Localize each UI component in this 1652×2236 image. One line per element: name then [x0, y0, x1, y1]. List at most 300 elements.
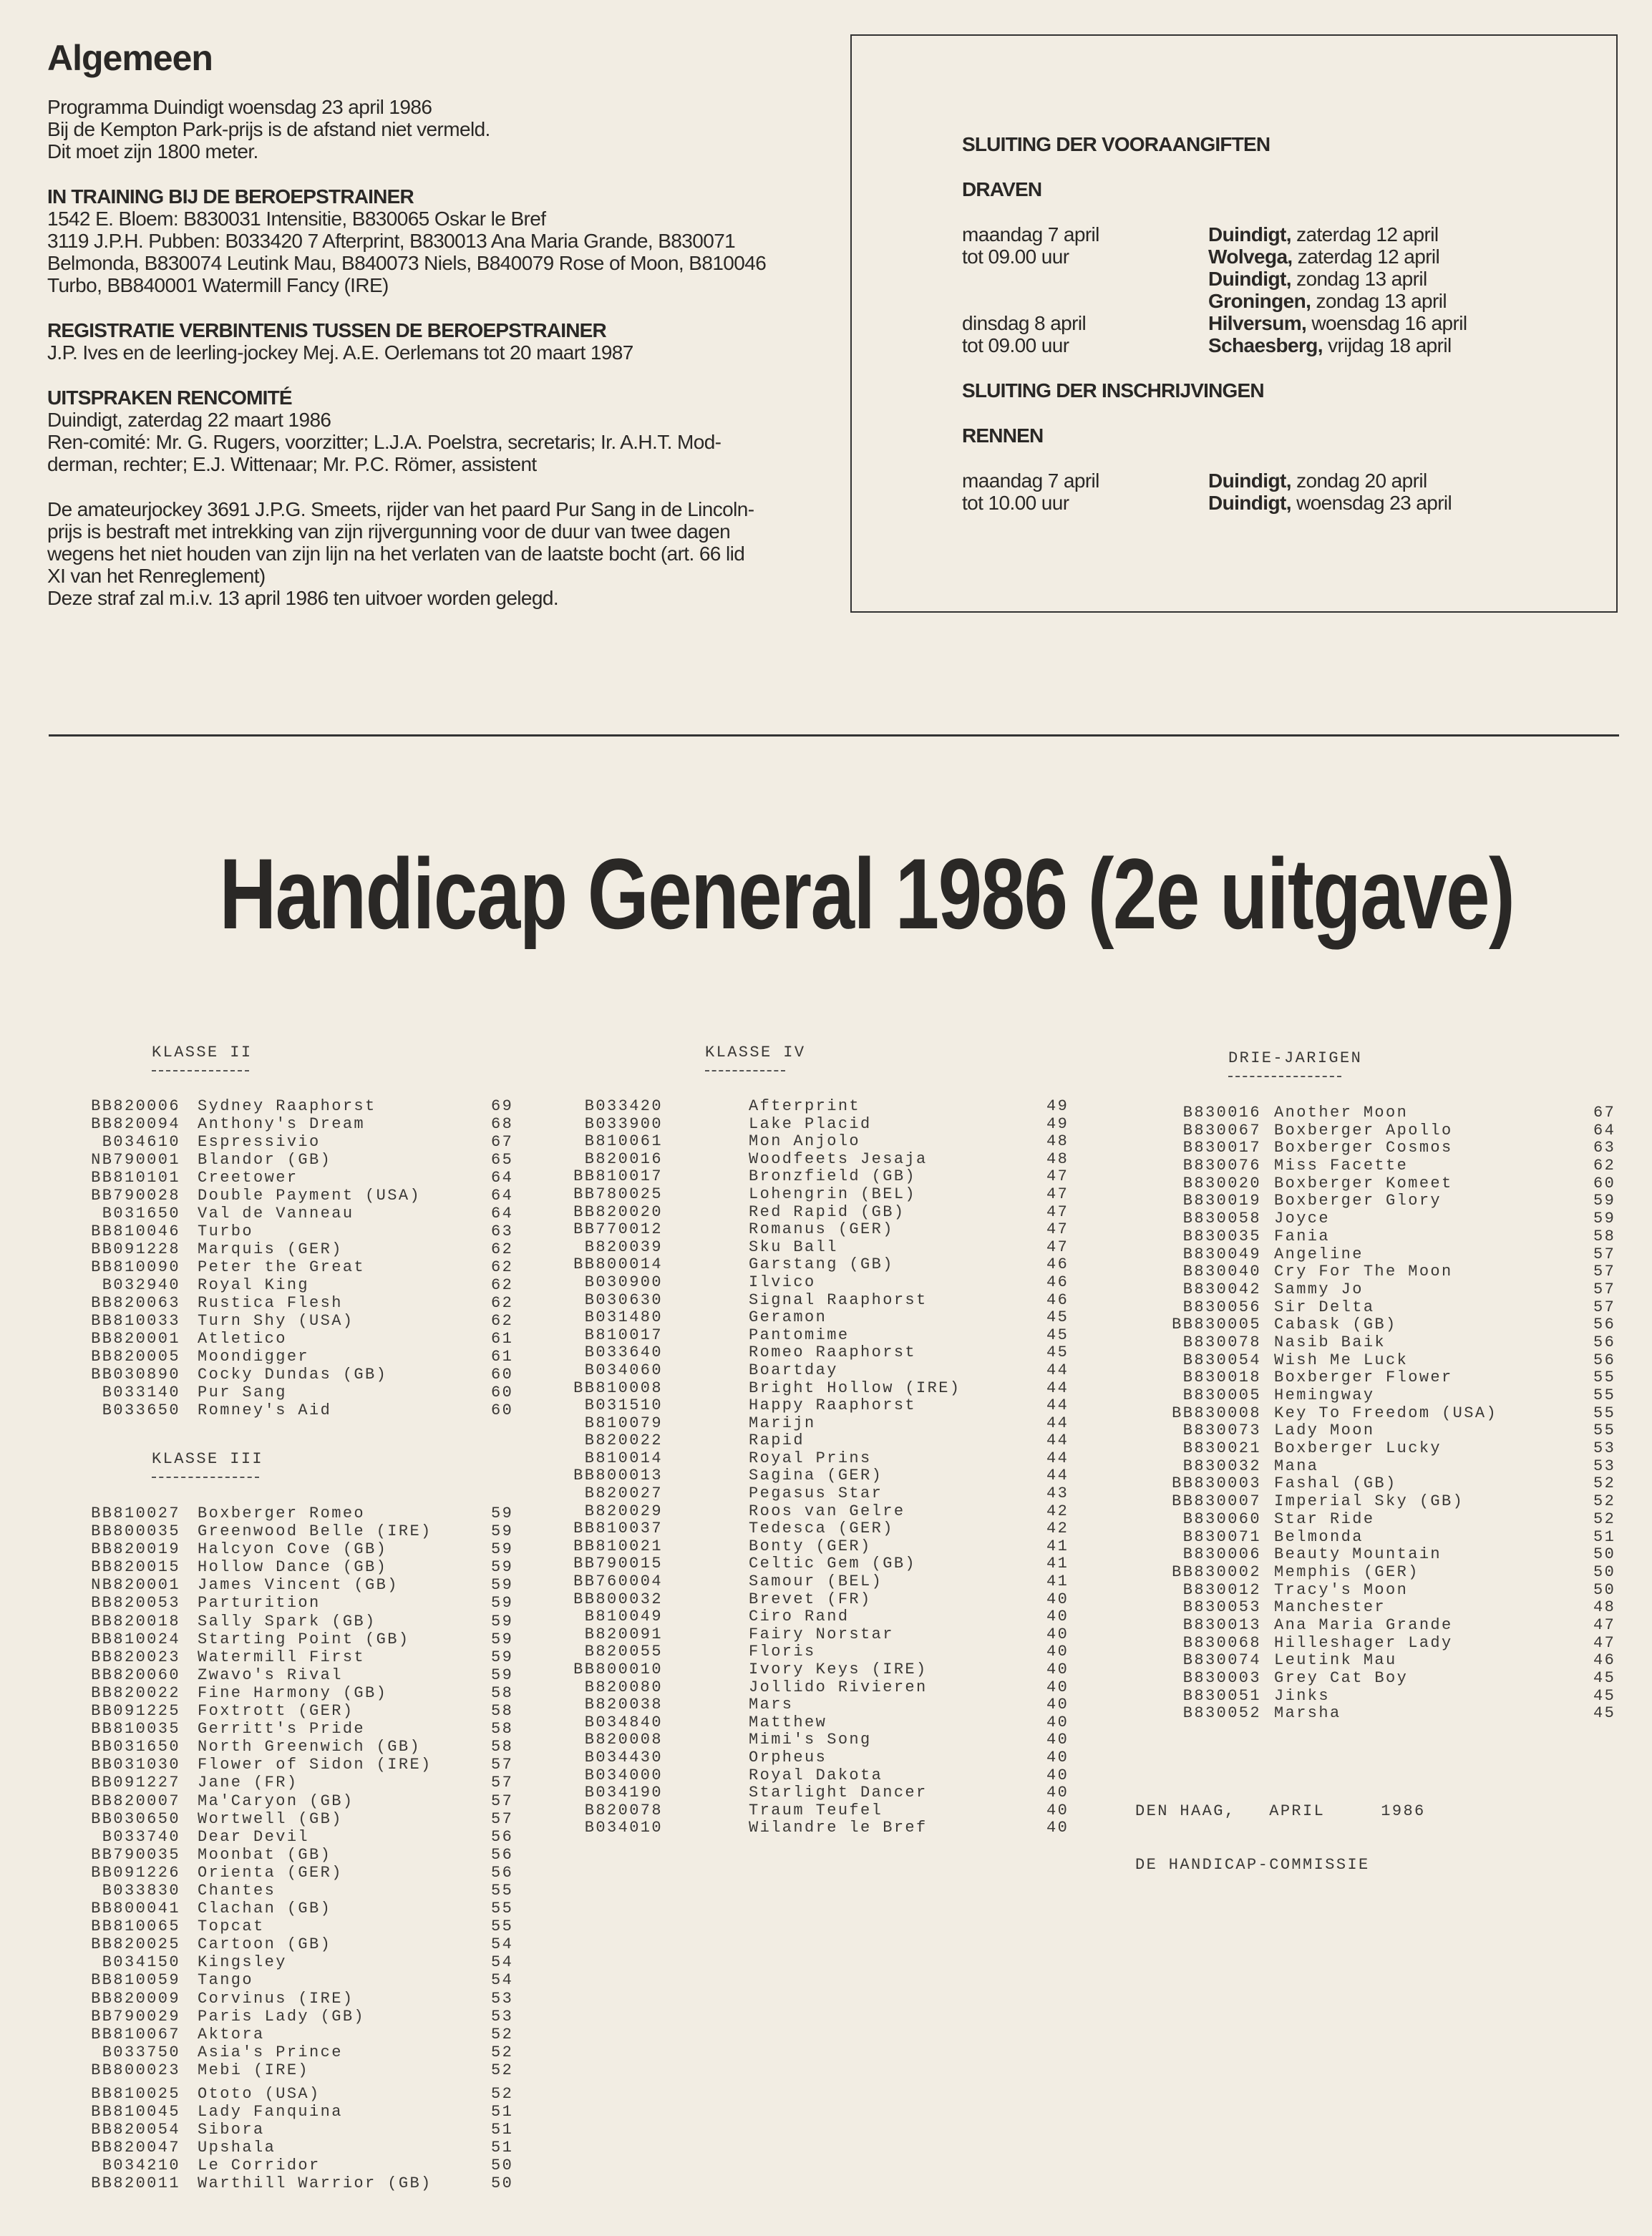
- horse-code: B033640: [584, 1343, 663, 1362]
- meeting-venue: Schaesberg,: [1208, 334, 1323, 356]
- horse-code: B810061: [584, 1132, 663, 1151]
- horse-code: BB810024: [91, 1630, 180, 1648]
- handicap-weight: 62: [1593, 1157, 1616, 1175]
- horse-name: North Greenwich (GB): [198, 1738, 422, 1756]
- table-row: [0, 1316, 1652, 1333]
- table-row: [0, 2157, 1652, 2174]
- table-row: [0, 1616, 1652, 1634]
- horse-code: BB830005: [1172, 1316, 1261, 1334]
- handicap-weight: 58: [491, 1720, 514, 1739]
- handicap-weight: 59: [491, 1594, 514, 1613]
- page-title: Handicap General 1986 (2e uitgave): [219, 837, 1515, 950]
- handicap-weight: 52: [491, 2043, 514, 2061]
- klasse-iv-title: KLASSE IV: [705, 1044, 806, 1061]
- horse-name: Aktora: [198, 2025, 265, 2043]
- horse-name: Romney's Aid: [198, 1401, 332, 1419]
- horse-name: Lady Moon: [1274, 1421, 1375, 1440]
- schedule-row: [962, 268, 1467, 290]
- horse-code: B820091: [584, 1625, 663, 1643]
- horse-name: Espressivio: [198, 1133, 321, 1151]
- handicap-weight: 59: [491, 1648, 514, 1666]
- klasse-ii-heading: [152, 1044, 252, 1071]
- horse-name: Cartoon (GB): [198, 1935, 332, 1954]
- horse-name: Celtic Gem (GB): [749, 1555, 917, 1573]
- horse-name: Orpheus: [749, 1748, 827, 1766]
- table-row: [0, 1333, 1652, 1351]
- horse-name: Royal King: [198, 1276, 310, 1294]
- horse-name: Marijn: [749, 1414, 816, 1432]
- table-row: [0, 1122, 1652, 1139]
- table-row: [0, 2174, 1652, 2192]
- horse-code: B033650: [102, 1401, 180, 1419]
- handicap-weight: 56: [1593, 1333, 1616, 1351]
- horse-name: Gerritt's Pride: [198, 1720, 366, 1739]
- table-row: [0, 1439, 1652, 1457]
- handicap-weight: 56: [491, 1845, 514, 1864]
- horse-name: Woodfeets Jesaja: [749, 1149, 928, 1168]
- horse-code: BB091227: [91, 1774, 180, 1792]
- table-row: [0, 1749, 1652, 1766]
- horse-code: B830056: [1182, 1298, 1261, 1316]
- horse-name: Asia's Prince: [198, 2043, 343, 2061]
- horse-name: Traum Teufel: [749, 1801, 883, 1819]
- horse-name: Dear Devil: [198, 1827, 310, 1846]
- handicap-weight: 44: [1046, 1396, 1069, 1415]
- meeting-venue: Duindigt,: [1208, 492, 1291, 514]
- horse-code: B820078: [584, 1801, 663, 1819]
- horse-code: B033740: [102, 1827, 180, 1846]
- horse-code: B830017: [1182, 1139, 1261, 1157]
- horse-code: BB091226: [91, 1863, 180, 1882]
- horse-name: Turn Shy (USA): [198, 1312, 354, 1330]
- handicap-weight: 55: [1593, 1421, 1616, 1440]
- horse-name: Nasib Baik: [1274, 1333, 1386, 1351]
- horse-name: Boxberger Komeet: [1274, 1174, 1453, 1192]
- horse-code: BB091225: [91, 1702, 180, 1721]
- horse-name: Atletico: [198, 1330, 287, 1348]
- handicap-weight: 44: [1046, 1467, 1069, 1485]
- horse-code: B033420: [584, 1097, 663, 1115]
- meeting: [1208, 223, 1438, 246]
- table-row: [0, 2026, 1652, 2043]
- handicap-weight: 52: [491, 2061, 514, 2079]
- horse-code: NB820001: [91, 1576, 180, 1595]
- horse-name: Ivory Keys (IRE): [749, 1661, 928, 1678]
- table-row: [0, 1510, 1652, 1528]
- handicap-weight: 41: [1046, 1573, 1069, 1591]
- handicap-weight: 40: [1046, 1819, 1069, 1837]
- horse-code: BB030650: [91, 1809, 180, 1828]
- horse-code: B830067: [1182, 1121, 1261, 1139]
- horse-name: Key To Freedom (USA): [1274, 1404, 1498, 1422]
- handicap-weight: 57: [491, 1756, 514, 1774]
- horse-name: Manchester: [1274, 1598, 1386, 1617]
- rennen-heading: RENNEN: [962, 424, 1044, 447]
- handicap-weight: 40: [1046, 1801, 1069, 1819]
- handicap-weight: 53: [491, 1989, 514, 2008]
- horse-name: Tedesca (GER): [749, 1520, 894, 1538]
- horse-name: Starting Point (GB): [198, 1630, 410, 1648]
- handicap-weight: 62: [491, 1240, 514, 1258]
- handicap-weight: 61: [491, 1330, 514, 1348]
- table-row: [0, 1298, 1652, 1316]
- handicap-weight: 40: [1046, 1678, 1069, 1696]
- horse-code: BB810025: [91, 2085, 180, 2103]
- table-row: [0, 1935, 1652, 1953]
- horse-code: B810017: [584, 1326, 663, 1344]
- handicap-weight: 42: [1046, 1502, 1069, 1520]
- horse-code: B830013: [1182, 1615, 1261, 1634]
- horse-name: Ilvico: [749, 1273, 816, 1291]
- handicap-weight: 62: [491, 1258, 514, 1276]
- horse-code: BB830003: [1172, 1474, 1261, 1493]
- handicap-weight: 46: [1046, 1273, 1069, 1291]
- klasse-iii-title: KLASSE III: [152, 1450, 264, 1468]
- horse-code: BB820015: [91, 1558, 180, 1577]
- table-row: [0, 1563, 1652, 1581]
- handicap-weight: 47: [1046, 1220, 1069, 1239]
- horse-name: Orienta (GER): [198, 1863, 343, 1882]
- horse-code: BB790035: [91, 1845, 180, 1864]
- handicap-weight: 59: [491, 1522, 514, 1541]
- training-line: 3119 J.P.H. Pubben: B033420 7 Afterprint, B830013 Ana Maria Grande, B830071: [47, 230, 736, 252]
- horse-name: Fania: [1274, 1227, 1331, 1245]
- horse-name: Mars: [749, 1696, 794, 1714]
- horse-code: B030900: [584, 1273, 663, 1291]
- horse-name: Paris Lady (GB): [198, 2007, 366, 2026]
- table-row: [0, 1351, 1652, 1369]
- table-row: [0, 2103, 1652, 2121]
- horse-code: B034010: [584, 1819, 663, 1837]
- horse-code: B820080: [584, 1678, 663, 1696]
- horse-name: Chantes: [198, 1881, 276, 1900]
- handicap-weight: 63: [491, 1222, 514, 1240]
- horse-name: Hemingway: [1274, 1386, 1375, 1404]
- handicap-weight: 57: [491, 1792, 514, 1810]
- handicap-weight: 63: [1593, 1139, 1616, 1157]
- horse-name: Moonbat (GB): [198, 1845, 332, 1864]
- horse-name: Mon Anjolo: [749, 1132, 861, 1151]
- horse-name: Miss Facette: [1274, 1157, 1409, 1175]
- handicap-weight: 47: [1046, 1202, 1069, 1221]
- handicap-weight: 45: [1593, 1686, 1616, 1705]
- meeting-date: vrijdag 18 april: [1322, 334, 1452, 356]
- handicap-weight: 62: [491, 1312, 514, 1330]
- table-row: [0, 1175, 1652, 1192]
- horse-name: Boxberger Cosmos: [1274, 1139, 1453, 1157]
- horse-code: B830049: [1182, 1245, 1261, 1263]
- training-line: Belmonda, B830074 Leutink Mau, B840073 Niels, B840079 Rose of Moon, B810046: [47, 252, 767, 274]
- horse-name: Bonty (GER): [749, 1537, 872, 1555]
- meeting: [1208, 268, 1427, 290]
- horse-code: BB820053: [91, 1594, 180, 1613]
- horse-code: BB790029: [91, 2007, 180, 2026]
- uitspraken-heading: UITSPRAKEN RENCOMITÉ: [47, 387, 292, 409]
- vooraangiften-heading: SLUITING DER VOORAANGIFTEN: [962, 133, 1270, 155]
- intro-line: Programma Duindigt woensdag 23 april 1986: [47, 96, 432, 118]
- horse-name: Topcat: [198, 1917, 265, 1936]
- horse-code: B030630: [584, 1290, 663, 1309]
- meeting: [1208, 290, 1447, 312]
- horse-name: Flower of Sidon (IRE): [198, 1756, 432, 1774]
- meeting: [1208, 246, 1439, 268]
- horse-code: B820008: [584, 1731, 663, 1749]
- horse-name: Afterprint: [749, 1097, 861, 1115]
- horse-name: Sydney Raaphorst: [198, 1097, 376, 1115]
- handicap-weight: 41: [1046, 1537, 1069, 1555]
- horse-code: B830058: [1182, 1210, 1261, 1228]
- horse-code: B032940: [102, 1276, 180, 1294]
- handicap-weight: 56: [491, 1863, 514, 1882]
- handicap-weight: 59: [491, 1505, 514, 1522]
- horse-name: Grey Cat Boy: [1274, 1669, 1409, 1687]
- horse-name: Clachan (GB): [198, 1900, 332, 1918]
- handicap-weight: 53: [1593, 1439, 1616, 1458]
- horse-code: BB810045: [91, 2103, 180, 2121]
- handicap-weight: 65: [491, 1151, 514, 1169]
- handicap-weight: 40: [1046, 1590, 1069, 1608]
- horse-name: Rapid: [749, 1431, 805, 1450]
- table-row: [0, 1280, 1652, 1298]
- section-divider: [49, 734, 1619, 737]
- horse-code: B033750: [102, 2043, 180, 2061]
- horse-code: B830073: [1182, 1421, 1261, 1440]
- handicap-weight: 46: [1593, 1651, 1616, 1670]
- horse-code: BB810027: [91, 1505, 180, 1522]
- table-row: [0, 1953, 1652, 1971]
- horse-name: Samour (BEL): [749, 1573, 883, 1591]
- horse-name: Jinks: [1274, 1686, 1331, 1705]
- table-row: [0, 1545, 1652, 1563]
- handicap-weight: 64: [491, 1169, 514, 1187]
- table-row: [0, 1581, 1652, 1599]
- horse-name: Blandor (GB): [198, 1151, 332, 1169]
- handicap-weight: 55: [491, 1917, 514, 1936]
- horse-name: Royal Dakota: [749, 1766, 883, 1784]
- horse-name: Joyce: [1274, 1210, 1331, 1228]
- horse-name: Ciro Rand: [749, 1608, 850, 1626]
- meeting: [1208, 492, 1452, 514]
- horse-name: Foxtrott (GER): [198, 1702, 354, 1721]
- horse-name: Romeo Raaphorst: [749, 1343, 917, 1362]
- horse-code: B820039: [584, 1238, 663, 1256]
- footer-place-date: DEN HAAG, APRIL 1986: [1135, 1802, 1426, 1820]
- horse-code: BB830007: [1172, 1492, 1261, 1511]
- closing-time: tot 09.00 uur: [962, 334, 1069, 356]
- table-row: [0, 1731, 1652, 1749]
- horse-name: Double Payment (USA): [198, 1187, 422, 1205]
- meeting-date: woensdag 16 april: [1306, 312, 1467, 334]
- handicap-weight: 58: [491, 1683, 514, 1702]
- horse-name: Sagina (GER): [749, 1467, 883, 1485]
- horse-name: Creetower: [198, 1169, 298, 1187]
- horse-code: BB820094: [91, 1115, 180, 1133]
- table-row: [0, 1990, 1652, 2008]
- horse-code: BB820007: [91, 1792, 180, 1810]
- horse-code: B034840: [584, 1713, 663, 1731]
- horse-code: BB810021: [573, 1537, 663, 1555]
- horse-name: Cry For The Moon: [1274, 1263, 1453, 1281]
- handicap-weight: 49: [1046, 1097, 1069, 1115]
- inschrijvingen-heading: SLUITING DER INSCHRIJVINGEN: [962, 379, 1264, 402]
- horse-name: Bright Hollow (IRE): [749, 1379, 961, 1397]
- horse-name: Fashal (GB): [1274, 1474, 1397, 1493]
- horse-name: Leutink Mau: [1274, 1651, 1397, 1670]
- horse-code: BB810037: [573, 1520, 663, 1538]
- horse-code: B830035: [1182, 1227, 1261, 1245]
- table-row: [0, 1369, 1652, 1386]
- handicap-weight: 50: [1593, 1562, 1616, 1581]
- handicap-weight: 42: [1046, 1520, 1069, 1538]
- handicap-weight: 62: [491, 1276, 514, 1294]
- horse-code: BB031650: [91, 1738, 180, 1756]
- table-row: [0, 1404, 1652, 1422]
- horse-code: B820055: [584, 1643, 663, 1661]
- horse-code: B830068: [1182, 1633, 1261, 1652]
- horse-code: BB820023: [91, 1648, 180, 1666]
- horse-code: B810049: [584, 1608, 663, 1626]
- horse-name: Upshala: [198, 2139, 276, 2157]
- meeting-venue: Duindigt,: [1208, 268, 1291, 290]
- handicap-weight: 52: [1593, 1474, 1616, 1493]
- horse-name: Angeline: [1274, 1245, 1364, 1263]
- handicap-weight: 57: [1593, 1245, 1616, 1263]
- horse-name: Zwavo's Rival: [198, 1666, 343, 1684]
- handicap-weight: 58: [491, 1738, 514, 1756]
- horse-name: Memphis (GER): [1274, 1562, 1419, 1581]
- meeting: [1208, 312, 1467, 334]
- handicap-weight: 55: [1593, 1369, 1616, 1387]
- table-row: [0, 1598, 1652, 1616]
- table-row: [0, 2085, 1652, 2103]
- horse-name: Matthew: [749, 1713, 827, 1731]
- handicap-weight: 51: [491, 2103, 514, 2121]
- schedule-row: [962, 312, 1467, 334]
- horse-code: BB820005: [91, 1348, 180, 1366]
- handicap-weight: 57: [1593, 1280, 1616, 1298]
- meeting-venue: Duindigt,: [1208, 470, 1291, 492]
- horse-name: Turbo: [198, 1222, 254, 1240]
- handicap-weight: 58: [491, 1702, 514, 1721]
- horse-name: Fine Harmony (GB): [198, 1683, 388, 1702]
- draven-schedule: [962, 223, 1467, 356]
- handicap-weight: 55: [1593, 1404, 1616, 1422]
- horse-code: B830076: [1182, 1157, 1261, 1175]
- table-row: [0, 2121, 1652, 2139]
- horse-code: BB820001: [91, 1330, 180, 1348]
- horse-code: B830054: [1182, 1351, 1261, 1369]
- horse-name: Starlight Dancer: [749, 1784, 928, 1802]
- table-row: [0, 1634, 1652, 1652]
- horse-name: Floris: [749, 1643, 816, 1661]
- horse-code: B810014: [584, 1449, 663, 1467]
- handicap-weight: 47: [1593, 1615, 1616, 1634]
- horse-name: Roos van Gelre: [749, 1502, 905, 1520]
- horse-code: B033140: [102, 1384, 180, 1401]
- horse-name: Lady Fanquina: [198, 2103, 343, 2121]
- drie-jarigen-title: DRIE-JARIGEN: [1228, 1049, 1363, 1067]
- horse-code: BB830008: [1172, 1404, 1261, 1422]
- horse-name: Cabask (GB): [1274, 1316, 1397, 1334]
- horse-code: B830003: [1182, 1669, 1261, 1687]
- horse-name: Peter the Great: [198, 1258, 366, 1276]
- handicap-weight: 60: [1593, 1174, 1616, 1192]
- horse-code: BB820018: [91, 1612, 180, 1630]
- handicap-weight: 40: [1046, 1766, 1069, 1784]
- horse-code: BB820009: [91, 1989, 180, 2008]
- intro-line: Bij de Kempton Park-prijs is de afstand niet vermeld.: [47, 118, 490, 140]
- horse-code: B830012: [1182, 1580, 1261, 1599]
- horse-name: Sammy Jo: [1274, 1280, 1364, 1298]
- horse-code: B830074: [1182, 1651, 1261, 1670]
- handicap-weight: 64: [1593, 1121, 1616, 1139]
- horse-name: Boxberger Flower: [1274, 1369, 1453, 1387]
- meeting-venue: Wolvega,: [1208, 246, 1293, 268]
- intro-line: Dit moet zijn 1800 meter.: [47, 140, 258, 162]
- horse-code: BB031030: [91, 1756, 180, 1774]
- horse-name: Val de Vanneau: [198, 1205, 354, 1222]
- handicap-weight: 53: [1593, 1457, 1616, 1475]
- horse-name: Boxberger Romeo: [198, 1505, 366, 1522]
- horse-name: Imperial Sky (GB): [1274, 1492, 1464, 1511]
- table-row: [0, 1651, 1652, 1669]
- horse-code: B830032: [1182, 1457, 1261, 1475]
- meeting-date: zondag 20 april: [1291, 470, 1427, 492]
- table-row: [0, 1192, 1652, 1210]
- handicap-weight: 55: [1593, 1386, 1616, 1404]
- horse-name: Warthill Warrior (GB): [198, 2174, 432, 2193]
- table-row: [0, 1263, 1652, 1280]
- handicap-weight: 40: [1046, 1748, 1069, 1766]
- horse-name: Rustica Flesh: [198, 1294, 343, 1312]
- horse-code: B830021: [1182, 1439, 1261, 1458]
- handicap-weight: 64: [491, 1205, 514, 1222]
- meeting-date: zondag 13 april: [1291, 268, 1427, 290]
- horse-code: BB800014: [573, 1255, 663, 1274]
- schedule-row: [962, 246, 1467, 268]
- horse-code: B820022: [584, 1431, 663, 1450]
- horse-name: Kingsley: [198, 1953, 287, 1972]
- horse-name: Fairy Norstar: [749, 1625, 894, 1643]
- handicap-weight: 44: [1046, 1361, 1069, 1379]
- schedule-row: [962, 290, 1467, 312]
- horse-code: B031480: [584, 1308, 663, 1327]
- table-row: [0, 1687, 1652, 1705]
- table-row: [0, 2139, 1652, 2157]
- handicap-weight: 64: [491, 1187, 514, 1205]
- table-row: [0, 2061, 1652, 2079]
- horse-name: Sibora: [198, 2121, 265, 2139]
- horse-code: BB820025: [91, 1935, 180, 1954]
- handicap-weight: 59: [491, 1612, 514, 1630]
- horse-code: BB800013: [573, 1467, 663, 1485]
- horse-code: BB800041: [91, 1900, 180, 1918]
- handicap-weight: 60: [491, 1366, 514, 1384]
- horse-name: Pantomime: [749, 1326, 850, 1344]
- table-row: [0, 1917, 1652, 1935]
- handicap-weight: 40: [1046, 1661, 1069, 1678]
- handicap-weight: 54: [491, 1971, 514, 1990]
- horse-code: B034610: [102, 1133, 180, 1151]
- handicap-weight: 40: [1046, 1625, 1069, 1643]
- handicap-weight: 40: [1046, 1608, 1069, 1626]
- horse-code: B031650: [102, 1205, 180, 1222]
- meeting-date: zaterdag 12 april: [1291, 223, 1439, 246]
- horse-code: BB820060: [91, 1666, 180, 1684]
- handicap-weight: 52: [491, 2085, 514, 2103]
- horse-name: Lohengrin (BEL): [749, 1185, 917, 1203]
- horse-name: Jollido Rivieren: [749, 1678, 928, 1696]
